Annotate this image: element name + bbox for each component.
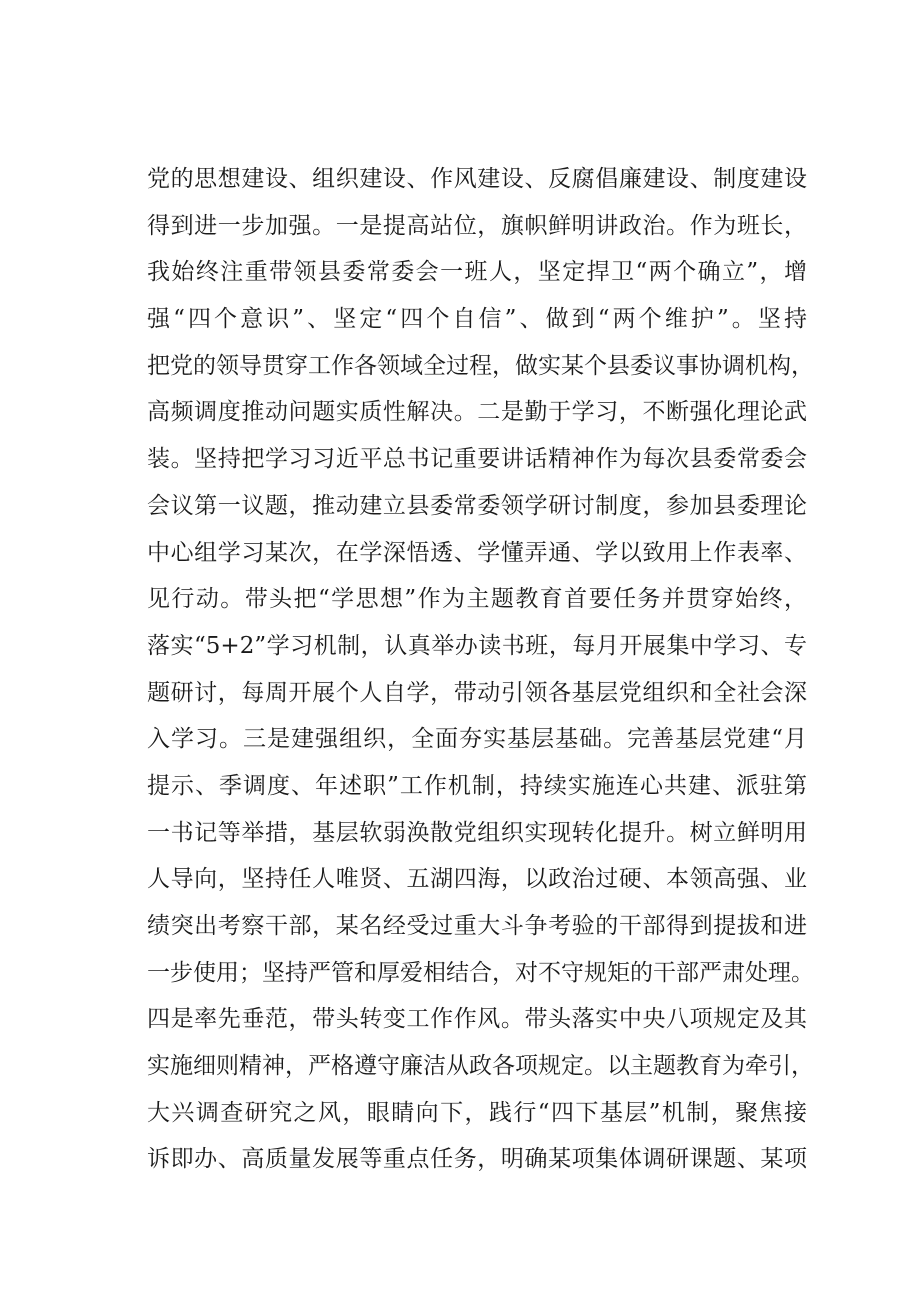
- text-line: 大兴调查研究之风，眼睛向下，践行“四下基层”机制，聚焦接: [147, 1099, 807, 1126]
- text-line: 绩突出考察干部，某名经受过重大斗争考验的干部得到提拔和进: [147, 913, 807, 939]
- text-line: 会议第一议题，推动建立县委常委领学研讨制度，参加县委理论: [147, 492, 807, 519]
- text-line: 把党的领导贯穿工作各领域全过程，做实某个县委议事协调机构，: [147, 352, 814, 379]
- text-line: 一步使用；坚持严管和厚爱相结合，对不守规矩的干部严肃处理。: [147, 959, 814, 986]
- text-line: 得到进一步加强。一是提高站位，旗帜鲜明讲政治。作为班长，: [147, 212, 807, 239]
- text-line: 实施细则精神，严格遵守廉洁从政各项规定。以主题教育为牵引，: [147, 1053, 814, 1080]
- text-line: 提示、季调度、年述职”工作机制，持续实施连心共建、派驻第: [147, 772, 807, 799]
- text-line: 装。坚持把学习习近平总书记重要讲话精神作为每次县委常委会: [147, 446, 807, 473]
- body-paragraph: [147, 156, 814, 1183]
- text-line: 人导向，坚持任人唯贤、五湖四海，以政治过硬、本领高强、业: [147, 866, 807, 893]
- text-line: 我始终注重带领县委常委会一班人，坚定捍卫“两个确立”，增: [147, 259, 807, 286]
- text-line: 落实“5+2”学习机制，认真举办读书班，每月开展集中学习、专: [147, 632, 807, 659]
- text-line: 强“四个意识”、坚定“四个自信”、做到“两个维护”。坚持: [147, 306, 807, 333]
- text-line: 中心组学习某次，在学深悟透、学懂弄通、学以致用上作表率、: [147, 539, 807, 566]
- text-line: 一书记等举措，基层软弱涣散党组织实现转化提升。树立鲜明用: [147, 819, 807, 846]
- text-line: 四是率先垂范，带头转变工作作风。带头落实中央八项规定及其: [147, 1006, 807, 1033]
- text-line: 见行动。带头把“学思想”作为主题教育首要任务并贯穿始终，: [147, 586, 807, 613]
- text-line: 题研讨，每周开展个人自学，带动引领各基层党组织和全社会深: [147, 679, 807, 706]
- text-line: 入学习。三是建强组织，全面夯实基层基础。完善基层党建“月: [147, 726, 807, 753]
- text-line: 高频调度推动问题实质性解决。二是勤于学习，不断强化理论武: [147, 399, 807, 426]
- text-line: 党的思想建设、组织建设、作风建设、反腐倡廉建设、制度建设: [147, 166, 807, 192]
- text-line: 诉即办、高质量发展等重点任务，明确某项集体调研课题、某项: [147, 1146, 807, 1173]
